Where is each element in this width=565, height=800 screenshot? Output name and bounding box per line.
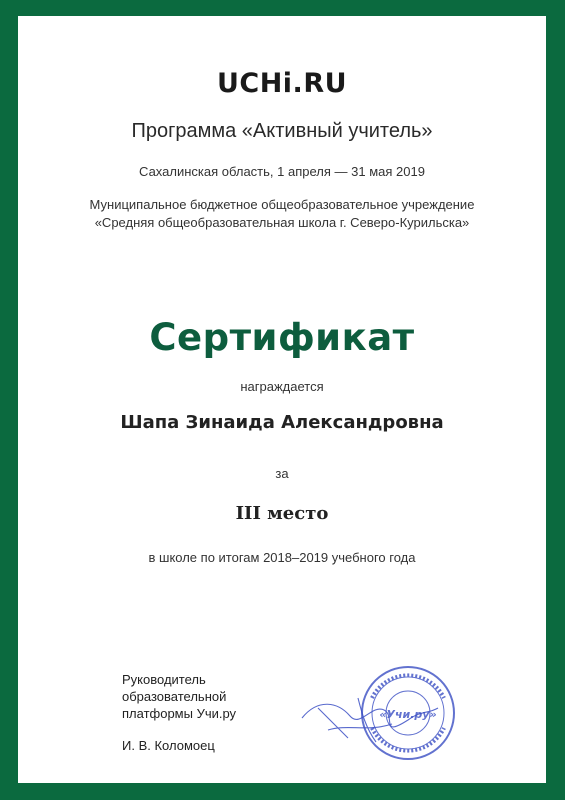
awarded-label: награждается <box>240 379 324 394</box>
certificate-title: Сертификат <box>149 316 415 359</box>
school-line-2: «Средняя общеобразовательная школа г. Северо-Курильска» <box>94 215 470 230</box>
recipient-name: Шапа Зинаида Александровна <box>120 412 444 433</box>
uchi-ru-logo: UCHi.RU <box>216 68 348 99</box>
signatory-name: И. В. Коломоец <box>122 738 215 753</box>
signatory-line-2: образовательной <box>122 689 227 704</box>
signatory-line-1: Руководитель <box>122 672 206 687</box>
signatory-title <box>122 671 236 722</box>
for-label: за <box>275 466 289 481</box>
signatory-line-3: платформы Учи.ру <box>122 706 237 721</box>
stamp-icon <box>362 667 454 759</box>
program-title: Программа «Активный учитель» <box>131 120 433 142</box>
region-dates: Сахалинская область, 1 апреля — 31 мая 2019 <box>139 164 425 179</box>
achievement: III место <box>235 503 329 524</box>
certificate-sheet <box>18 16 546 783</box>
svg-text:«Учи.ру»: «Учи.ру» <box>379 708 437 721</box>
school-line-1: Муниципальное бюджетное общеобразовательное учреждение <box>89 197 475 212</box>
achievement-detail: в школе по итогам 2018–2019 учебного года <box>148 550 416 565</box>
school-name <box>18 196 546 232</box>
signature-and-stamp <box>288 658 468 768</box>
